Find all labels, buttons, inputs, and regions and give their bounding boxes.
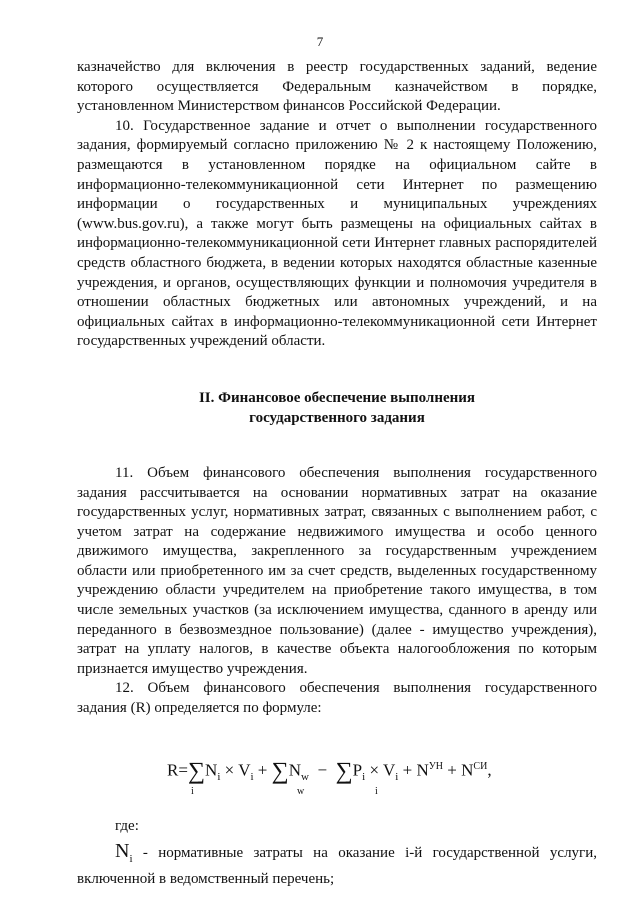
formula-n-si: N (461, 760, 474, 780)
formula-lhs: R= (167, 760, 188, 780)
ni-symbol-sub: i (129, 853, 133, 866)
definition-ni (77, 842, 597, 889)
formula-n-un: N (416, 760, 429, 780)
formula-sub-i: i (395, 770, 399, 783)
ni-symbol (115, 840, 133, 866)
section-heading-line-2: государственного задания (249, 409, 425, 426)
paragraph-10: 10. Государственное задание и отчет о выполнении государственного задания, формируемый согласно приложению № 2 к настоящему Положению, размещаются в установленном порядке на официальном сайте в информационно-телекоммуникационной сети Интернет по размещению информации о государственных и муниципальных учреждениях (www.bus.gov.ru), а также могут быть размещены на официальных сайтах в информационно-телекоммуникационной сети Интернет главных распорядителей средств областного бюджета, в ведении которых находятся областные казенные учреждения, и органов, осуществляющих функции и полномочия учредителя в отношении областных бюджетных или автономных учреждений, и на официальных сайтах в информационно-телекоммуникационной сети Интернет государственных учреждений области. (77, 117, 597, 350)
formula-sub-i: i (217, 770, 221, 783)
times-symbol-1: × (224, 760, 235, 780)
minus-symbol: − (317, 760, 328, 780)
page-number: 7 (316, 34, 324, 49)
formula-p: P (352, 760, 363, 780)
formula-comma: , (487, 760, 492, 780)
formula-r (77, 749, 597, 809)
formula-sub-i: i (250, 770, 254, 783)
document-body (77, 58, 597, 889)
paragraph-11: 11. Объем финансового обеспечения выполнения государственного задания рассчитывается на основании нормативных затрат на оказание государственных услуг, нормативных затрат, связанных с выполнением работ, с учетом затрат на содержание недвижимого имущества и особо ценного движимого имущества, закрепленного за государственным учреждением области или приобретенного им за счет средств, выделенных государственному учреждению области учредителем на приобретение такого имущества, в том числе земельных участков (за исключением имущества, сданного в аренду или переданного в безвозмездное пользование) (далее - имущество учреждения), затрат на уплату налогов, в качестве объекта налогообложения по которым признается имущество учреждения. (77, 464, 597, 677)
formula-v: V (238, 760, 251, 780)
formula-sup-si: СИ (473, 760, 488, 772)
sum-index-1: i (191, 785, 194, 797)
ni-symbol-letter: N (115, 840, 130, 863)
plus-symbol-3: + (447, 760, 457, 780)
formula-sub-w: w (301, 770, 309, 783)
sum-symbol-2: ∑ (271, 758, 289, 785)
sum-symbol-1: ∑ (187, 758, 206, 785)
formula-n-w: N (288, 760, 302, 780)
definition-ni-text: - нормативные затраты на оказание i-й государственной услуги, включенной в ведомственный перечень; (77, 845, 597, 887)
section-heading-line-1: II. Финансовое обеспечение выполнения (198, 389, 476, 406)
sum-index-3: i (375, 785, 378, 797)
formula-n: N (205, 760, 218, 780)
formula-v: V (383, 760, 396, 780)
formula-expression (167, 757, 492, 788)
sum-symbol-3: ∑ (335, 758, 353, 785)
paragraph-12: 12. Объем финансового обеспечения выполнения государственного задания (R) определяется по формуле: (77, 680, 597, 717)
plus-symbol-2: + (402, 760, 413, 780)
section-heading-2 (77, 388, 597, 428)
paragraph-continuation: казначейство для включения в реестр государственных заданий, ведение которого осуществляется Федеральным казначейством в порядке, установленном Министерством финансов Российской Федерации. (77, 59, 597, 115)
where-label: где: (115, 817, 139, 834)
sum-index-2: w (297, 785, 305, 797)
plus-symbol-1: + (257, 760, 268, 780)
formula-sup-un: УН (428, 760, 444, 772)
formula-sub-i: i (362, 770, 366, 783)
times-symbol-2: × (369, 760, 380, 780)
